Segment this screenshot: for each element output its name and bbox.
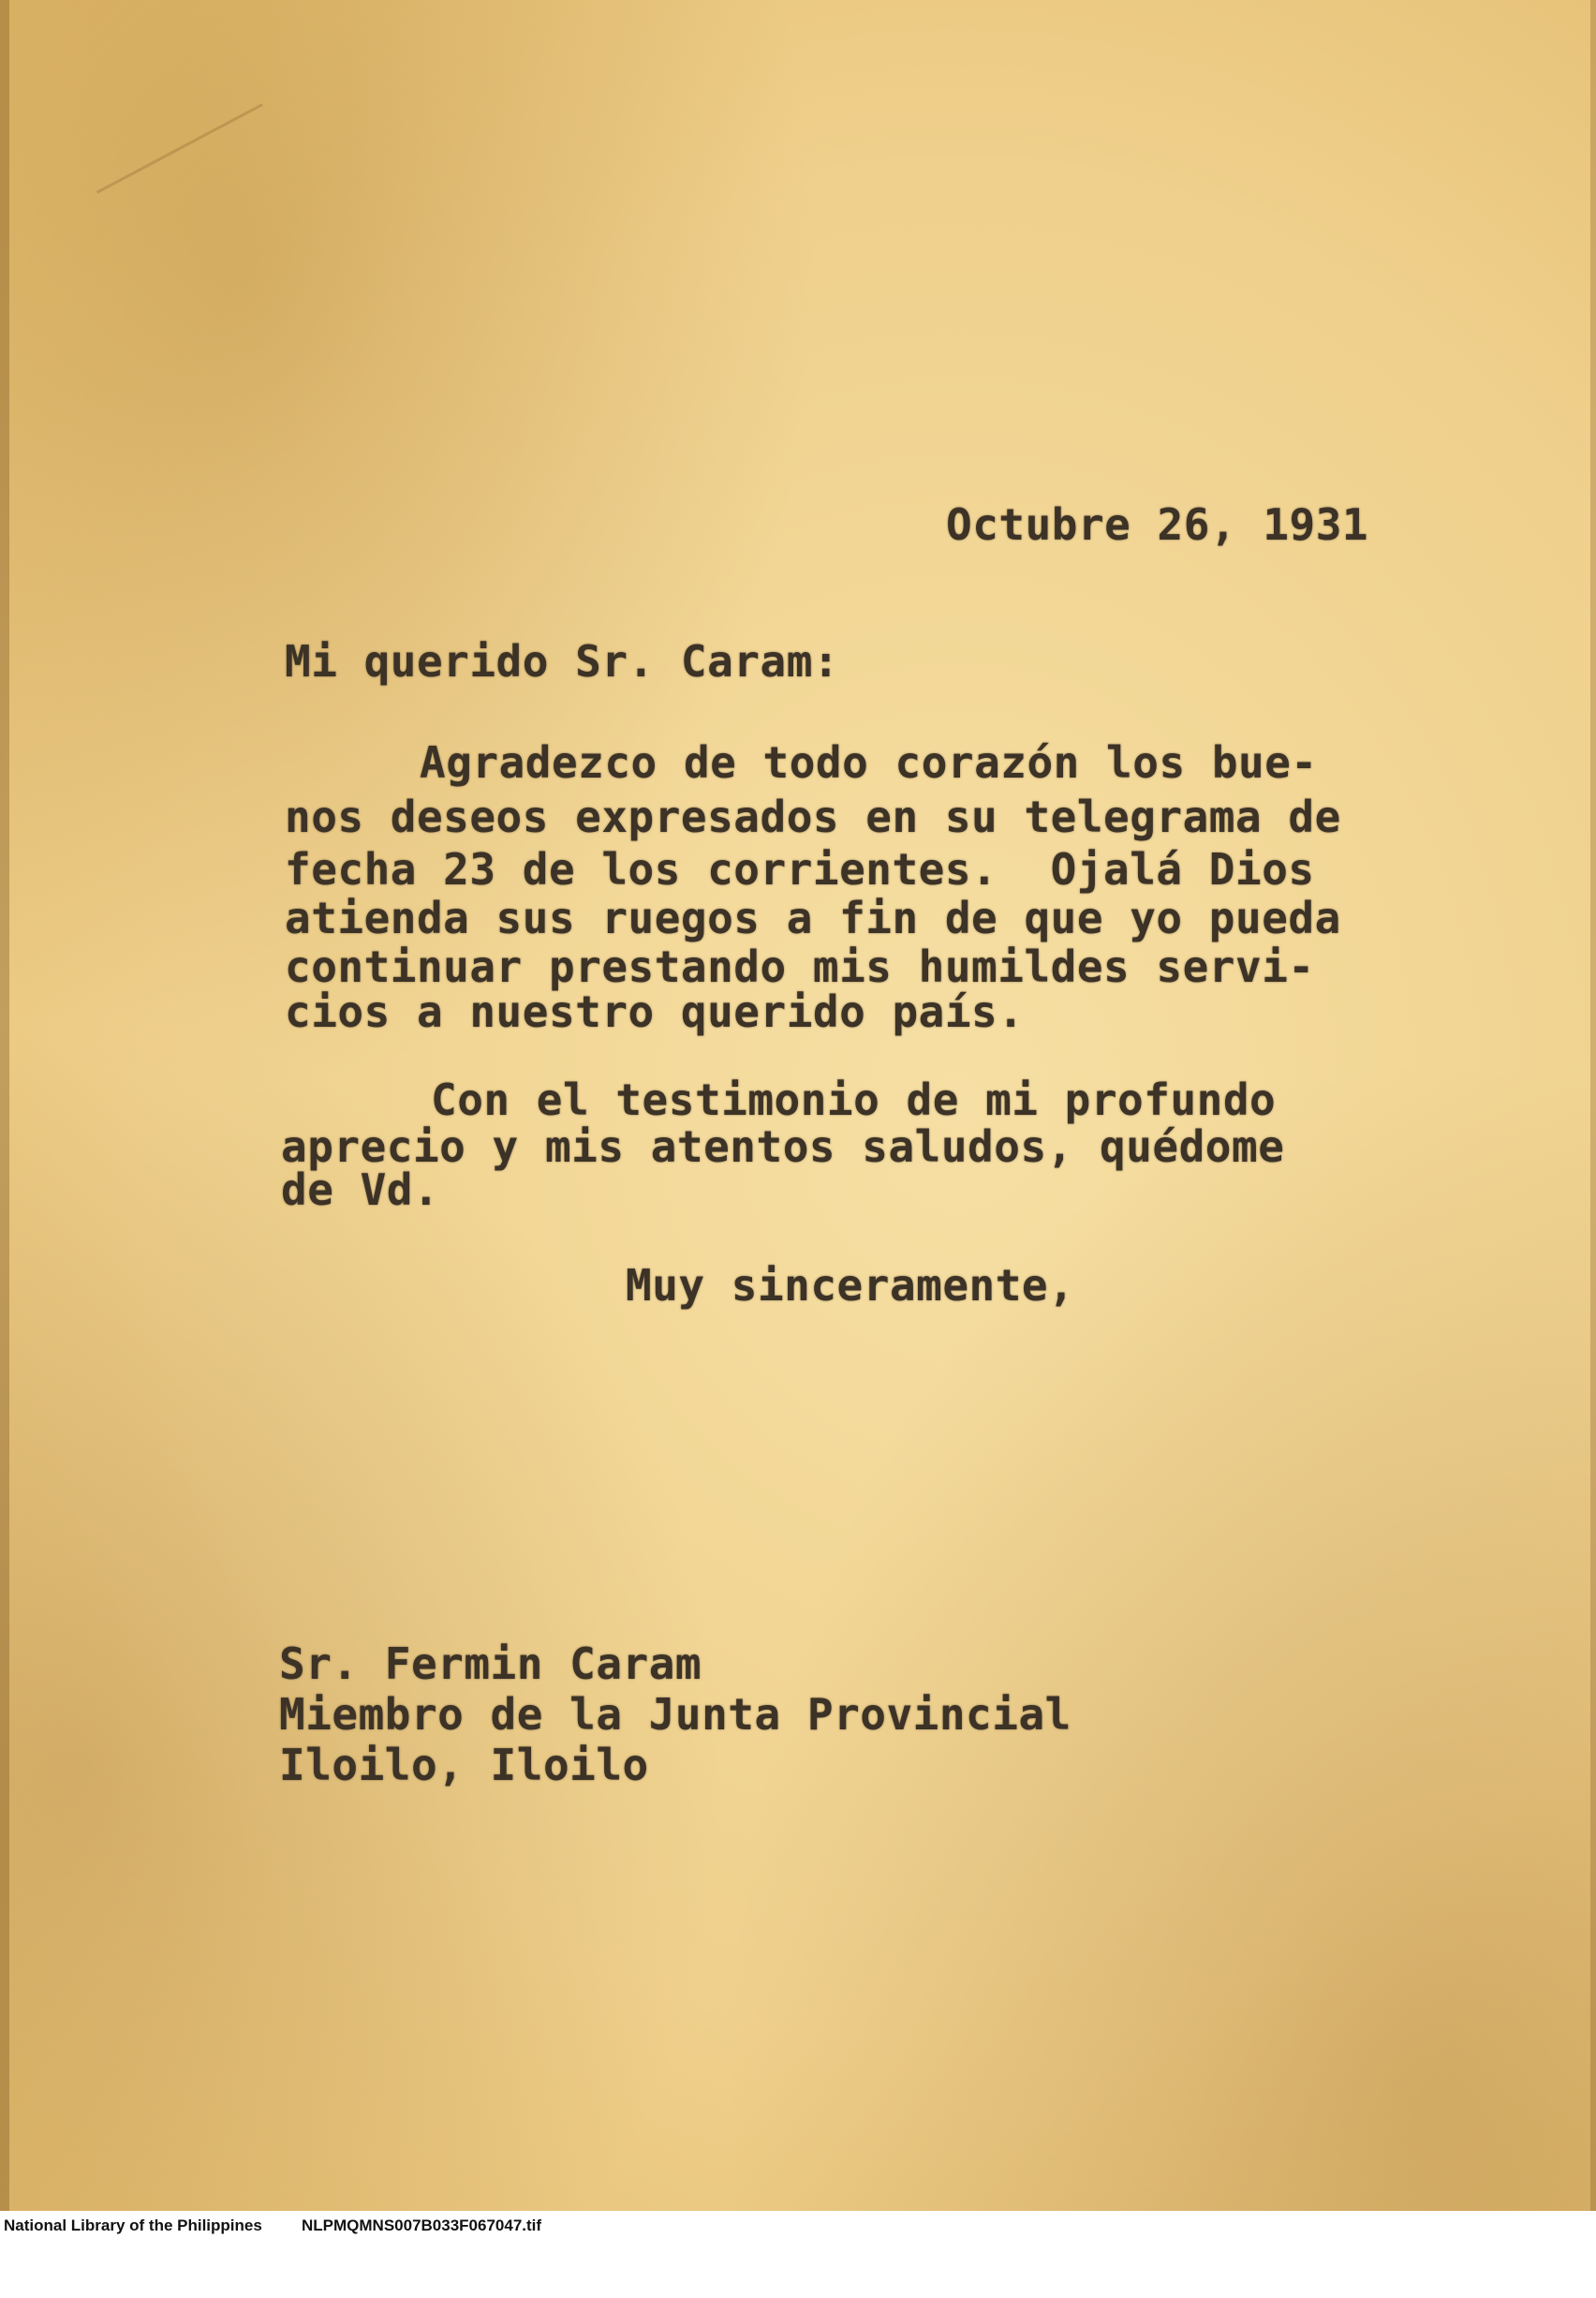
archive-footer — [0, 2211, 1596, 2240]
paragraph-1-line: cios a nuestro querido país. — [285, 986, 1025, 1037]
letter-date: Octubre 26, 1931 — [946, 499, 1369, 550]
paragraph-2-line: aprecio y mis atentos saludos, quédome — [281, 1121, 1285, 1172]
paragraph-1-line: continuar prestando mis humildes servi- — [285, 941, 1315, 992]
paragraph-1-line: nos deseos expresados en su telegrama de — [285, 792, 1341, 842]
paragraph-1-line: fecha 23 de los corrientes. Ojalá Dios — [285, 844, 1315, 895]
file-id-label: NLPMQMNS007B033F067047.tif — [302, 2216, 542, 2234]
paragraph-1-line: atienda sus ruegos a fin de que yo pueda — [285, 893, 1341, 943]
addressee-name: Sr. Fermin Caram — [279, 1638, 702, 1689]
addressee-location: Iloilo, Iloilo — [279, 1740, 649, 1790]
paragraph-2-line: de Vd. — [281, 1164, 440, 1215]
paper-crease — [96, 103, 316, 292]
salutation: Mi querido Sr. Caram: — [285, 636, 840, 687]
addressee-title: Miembro de la Junta Provincial — [279, 1689, 1071, 1740]
paragraph-1-line: Agradezco de todo corazón los bue- — [420, 737, 1318, 788]
institution-label: National Library of the Philippines — [4, 2216, 262, 2234]
paragraph-2-line: Con el testimonio de mi profundo — [431, 1075, 1277, 1125]
closing: Muy sinceramente, — [626, 1260, 1075, 1311]
